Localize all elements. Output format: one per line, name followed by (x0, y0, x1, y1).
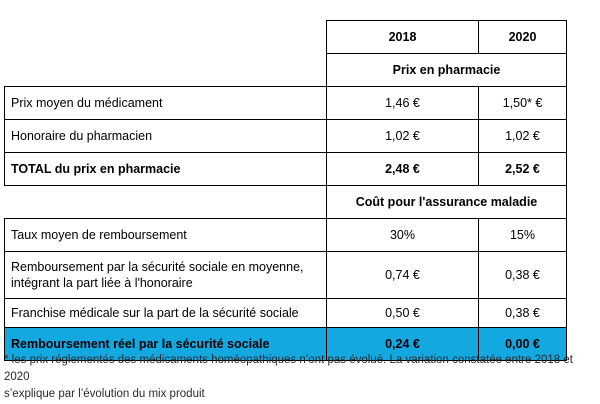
table-row (5, 120, 567, 153)
footnote-line1: * les prix réglementés des médicaments homéopathiques n’ont pas évolué. La variation constatée entre 2018 et 2020 (4, 354, 573, 383)
value-2018: 1,02 € (327, 120, 479, 153)
year-2018-header: 2018 (327, 21, 479, 54)
value-2018: 30% (327, 219, 479, 252)
section-prix-pharmacie: Prix en pharmacie (327, 54, 567, 87)
value-2020: 0,00 € (479, 328, 567, 361)
table-row (5, 219, 567, 252)
section-cout-assurance: Coût pour l'assurance maladie (327, 186, 567, 219)
total-row (5, 153, 567, 186)
section-header-row (5, 54, 567, 87)
value-2020: 1,50* € (479, 87, 567, 120)
value-2018: 2,48 € (327, 153, 479, 186)
row-label-line1: Remboursement par la sécurité sociale en moyenne, (11, 260, 304, 274)
year-header-row (5, 21, 567, 54)
empty-corner (5, 21, 327, 54)
row-label: TOTAL du prix en pharmacie (5, 153, 327, 186)
row-label: Prix moyen du médicament (5, 87, 327, 120)
row-label: Franchise médicale sur la part de la sécurité sociale (5, 299, 327, 328)
value-2018: 0,74 € (327, 252, 479, 299)
table-row (5, 87, 567, 120)
row-label-line2: intégrant la part liée à l'honoraire (11, 276, 193, 290)
year-2020-header: 2020 (479, 21, 567, 54)
value-2018: 0,24 € (327, 328, 479, 361)
footnote-line2: s’explique par l’évolution du mix produit (4, 388, 205, 400)
price-table (4, 20, 567, 361)
table-row (5, 252, 567, 299)
value-2020: 15% (479, 219, 567, 252)
row-label: Taux moyen de remboursement (5, 219, 327, 252)
value-2020: 0,38 € (479, 299, 567, 328)
section-header-row (5, 186, 567, 219)
value-2018: 1,46 € (327, 87, 479, 120)
footnote (4, 352, 596, 403)
value-2020: 2,52 € (479, 153, 567, 186)
value-2018: 0,50 € (327, 299, 479, 328)
table-row (5, 299, 567, 328)
row-label: Remboursement réel par la sécurité sociale (5, 328, 327, 361)
row-label: Honoraire du pharmacien (5, 120, 327, 153)
value-2020: 1,02 € (479, 120, 567, 153)
row-label (5, 252, 327, 299)
value-2020: 0,38 € (479, 252, 567, 299)
